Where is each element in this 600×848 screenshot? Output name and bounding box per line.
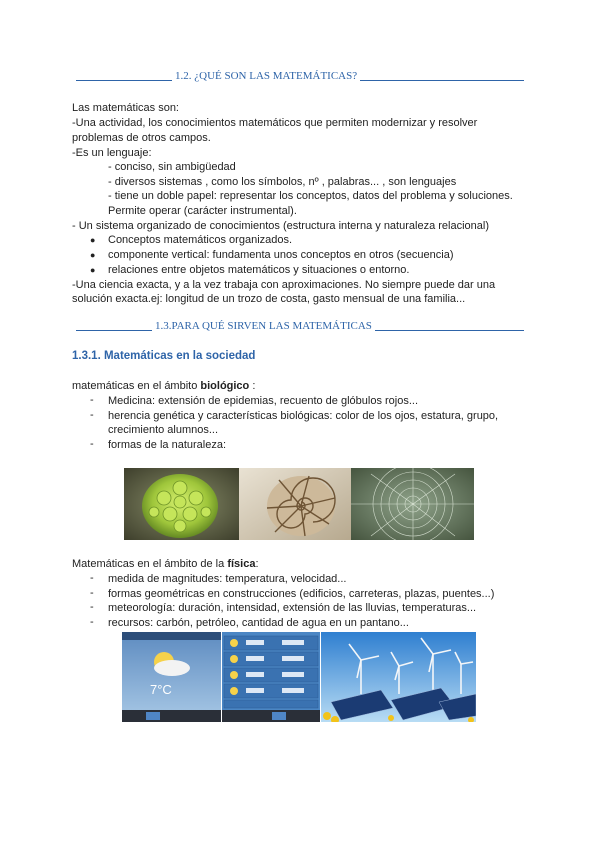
weather-forecast-screenshot <box>222 632 320 722</box>
dash-marker: - <box>90 601 94 613</box>
section-heading-1 <box>76 70 524 82</box>
nautilus-shell-image <box>239 468 351 540</box>
physics-item: formas geométricas en construcciones (edificios, carreteras, plazas, puentes...) <box>108 588 495 600</box>
physics-intro-end: : <box>255 558 259 570</box>
wind-solar-energy-image <box>321 632 476 722</box>
system-item: Conceptos matemáticos organizados. <box>108 234 293 246</box>
definition-activity-line1: -Una actividad, los conocimientos matemáticos que permiten modernizar y resolver <box>72 117 478 129</box>
definition-activity-line2: problemas de otros campos. <box>72 132 211 144</box>
biology-item: herencia genética y características biológicas: color de los ojos, estatura, grupo, <box>108 410 499 422</box>
language-item: - tiene un doble papel: representar los conceptos, datos del problema y soluciones. <box>108 190 513 202</box>
definition-language: -Es un lenguaje: <box>72 147 152 159</box>
biology-item-continued: crecimiento alumnos... <box>108 424 219 436</box>
dash-marker: - <box>90 409 94 421</box>
language-item: - diversos sistemas , como los símbolos, nº , palabras... , son lenguajes <box>108 176 457 188</box>
biology-intro-bold: biológico <box>200 380 250 392</box>
weather-temperature: 7°C <box>150 682 172 697</box>
physics-intro-bold: física <box>227 558 256 570</box>
dash-marker: - <box>90 587 94 599</box>
section-heading-1-text: 1.2. ¿QUÉ SON LAS MATEMÁTICAS? <box>175 70 358 82</box>
biology-intro <box>72 379 255 394</box>
dash-marker: - <box>90 438 94 450</box>
language-item: - conciso, sin ambigüedad <box>108 161 236 173</box>
biology-intro-text: matemáticas en el ámbito <box>72 380 201 392</box>
spider-web-image <box>351 468 474 540</box>
biology-item: formas de la naturaleza: <box>108 439 227 451</box>
romanesco-image <box>124 468 239 540</box>
weather-app-screenshot <box>122 632 221 722</box>
definition-system: - Un sistema organizado de conocimientos (estructura interna y naturaleza relacional) <box>72 220 489 232</box>
physics-item: medida de magnitudes: temperatura, velocidad... <box>108 573 347 585</box>
bullet-icon: ● <box>90 235 96 245</box>
language-item: Permite operar (carácter instrumental). <box>108 205 297 217</box>
bullet-icon: ● <box>90 265 96 275</box>
subsection-heading: 1.3.1. Matemáticas en la sociedad <box>72 350 256 362</box>
section-heading-2 <box>76 320 524 332</box>
physics-intro <box>72 557 259 572</box>
physics-item: recursos: carbón, petróleo, cantidad de agua en un pantano... <box>108 617 409 629</box>
section-heading-2-text: 1.3.PARA QUÉ SIRVEN LAS MATEMÁTICAS <box>155 320 372 332</box>
definition-science-line1: -Una ciencia exacta, y a la vez trabaja con aproximaciones. No siempre puede dar una <box>72 279 496 291</box>
biology-intro-end: : <box>249 380 256 392</box>
physics-intro-text: Matemáticas en el ámbito de la <box>72 558 228 570</box>
intro-text: Las matemáticas son: <box>72 102 179 114</box>
dash-marker: - <box>90 572 94 584</box>
system-item: componente vertical: fundamenta unos conceptos en otros (secuencia) <box>108 249 454 261</box>
definition-science-line2: solución exacta.ej: longitud de un trozo de costa, gasto mensual de una familia... <box>72 293 466 305</box>
dash-marker: - <box>90 394 94 406</box>
system-item: relaciones entre objetos matemáticos y situaciones o entorno. <box>108 264 410 276</box>
bullet-icon: ● <box>90 250 96 260</box>
biology-item: Medicina: extensión de epidemias, recuento de glóbulos rojos... <box>108 395 419 407</box>
physics-item: meteorología: duración, intensidad, extensión de las lluvias, temperaturas... <box>108 602 477 614</box>
dash-marker: - <box>90 616 94 628</box>
